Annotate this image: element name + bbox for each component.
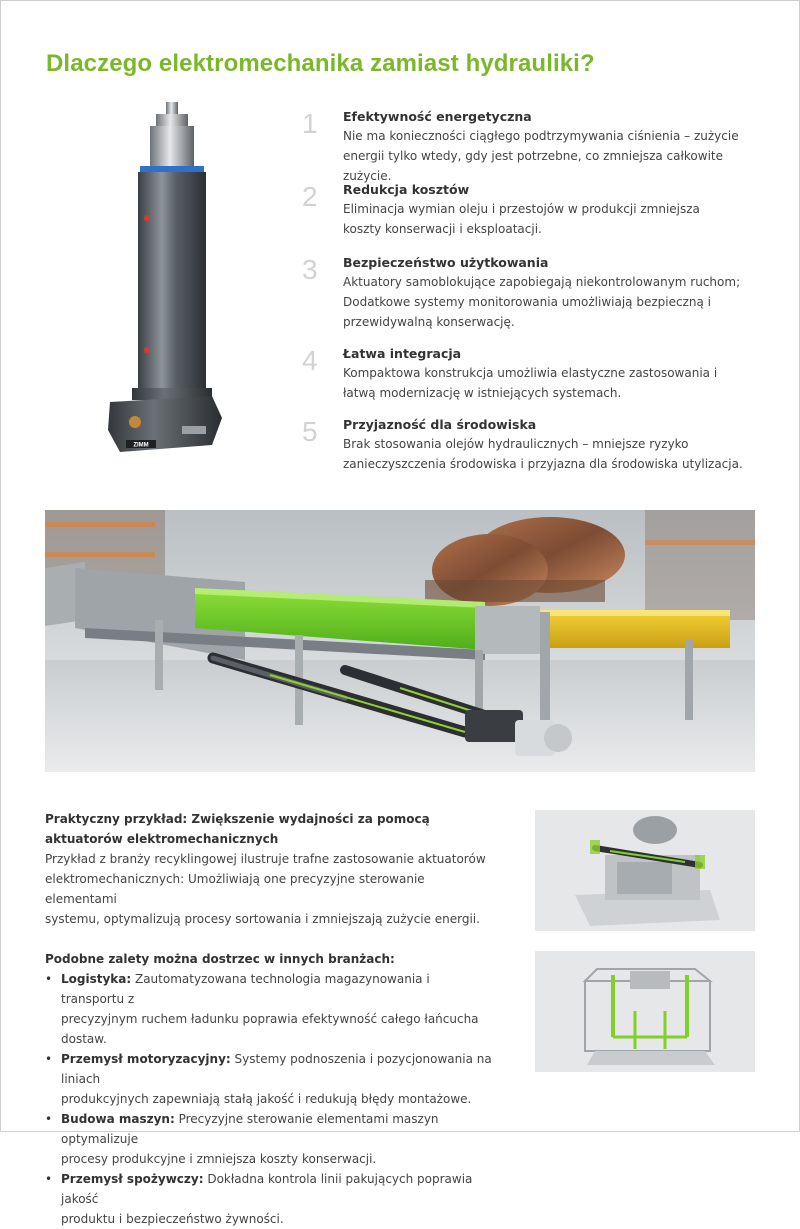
benefit-text-line: Kompaktowa konstrukcja umożliwia elastyczne zastosowania i <box>343 366 718 380</box>
example-body-line: elektromechanicznych: Umożliwiają one precyzyjne sterowanie elementami <box>45 872 425 906</box>
example-body <box>45 849 495 929</box>
industries-list <box>45 969 495 1229</box>
benefit-heading: Redukcja kosztów <box>343 182 470 197</box>
benefit-number: 1 <box>302 108 318 139</box>
industry-text: precyzyjnym ruchem ładunku poprawia efektywność całego łańcucha dostaw. <box>61 1012 479 1046</box>
industry-item <box>45 969 495 1049</box>
conveyor-scene-image <box>45 510 755 772</box>
industry-text: Precyzyjne sterowanie elementami maszyn optymalizuje <box>61 1112 439 1146</box>
benefit-text-line: łatwą modernizację w istniejących systemach. <box>343 386 622 400</box>
example-section <box>45 809 495 1229</box>
benefit-text-line: Nie ma konieczności ciągłego podtrzymywania ciśnienia – zużycie <box>343 129 739 143</box>
example-body-line: systemu, optymalizują procesy sortowania i zmniejszają zużycie energii. <box>45 912 480 926</box>
benefit-number: 2 <box>302 181 318 212</box>
industry-label: Budowa maszyn: <box>61 1112 175 1126</box>
benefit-text <box>343 363 763 403</box>
machine-thumbnail <box>535 810 755 931</box>
industry-label: Przemysł spożywczy: <box>61 1172 204 1186</box>
industry-item <box>45 1109 495 1169</box>
benefit-text <box>343 272 763 332</box>
example-heading-line: Praktyczny przykład: Zwiększenie wydajności za pomocą <box>45 812 430 826</box>
benefit-text-line: energii tylko wtedy, gdy jest potrzebne, co zmniejsza całkowite zużycie. <box>343 149 723 183</box>
benefit-heading: Łatwa integracja <box>343 346 462 361</box>
industry-text: produkcyjnych zapewniają stałą jakość i redukują błędy montażowe. <box>61 1092 472 1106</box>
benefit-number: 4 <box>302 345 318 376</box>
benefit-text-line: zanieczyszczenia środowiska i przyjazna dla środowiska utylizacja. <box>343 457 743 471</box>
benefit-heading: Przyjazność dla środowiska <box>343 417 537 432</box>
benefit-number: 3 <box>302 254 318 285</box>
page-title: Dlaczego elektromechanika zamiast hydrauliki? <box>46 50 595 77</box>
benefit-text <box>343 434 763 474</box>
industry-label: Logistyka: <box>61 972 132 986</box>
industry-label: Przemysł motoryzacyjny: <box>61 1052 231 1066</box>
example-heading <box>45 809 495 849</box>
industries-heading: Podobne zalety można dostrzec w innych branżach: <box>45 952 395 966</box>
benefit-text-line: Aktuatory samoblokujące zapobiegają niekontrolowanym ruchom; <box>343 275 741 289</box>
actuator-brand-label: ZIMM <box>133 442 149 449</box>
industry-item <box>45 1169 495 1229</box>
benefit-text <box>343 199 763 239</box>
benefit-heading: Efektywność energetyczna <box>343 109 532 124</box>
industry-text: Dokładna kontrola linii pakujących poprawia jakość <box>61 1172 473 1206</box>
benefit-heading: Bezpieczeństwo użytkowania <box>343 255 549 270</box>
industry-text: Zautomatyzowana technologia magazynowania i transportu z <box>61 972 430 1006</box>
industry-text: procesy produkcyjne i zmniejsza koszty konserwacji. <box>61 1152 377 1166</box>
benefit-number: 5 <box>302 416 318 447</box>
benefit-text-line: Dodatkowe systemy monitorowania umożliwiają bezpieczną i <box>343 295 711 309</box>
benefit-text-line: przewidywalną konserwację. <box>343 315 515 329</box>
industry-item <box>45 1049 495 1109</box>
example-body-line: Przykład z branży recyklingowej ilustruje trafne zastosowanie aktuatorów <box>45 852 486 866</box>
benefit-text-line: Brak stosowania olejów hydraulicznych – mniejsze ryzyko <box>343 437 689 451</box>
industry-text: produktu i bezpieczeństwo żywności. <box>61 1212 284 1226</box>
benefit-text <box>343 126 763 186</box>
benefit-text-line: koszty konserwacji i eksploatacji. <box>343 222 542 236</box>
benefit-text-line: Eliminacja wymian oleju i przestojów w produkcji zmniejsza <box>343 202 700 216</box>
industry-text: Systemy podnoszenia i pozycjonowania na liniach <box>61 1052 492 1086</box>
frame-thumbnail <box>535 951 755 1072</box>
example-heading-line: aktuatorów elektromechanicznych <box>45 832 279 846</box>
actuator-illustration <box>100 100 230 460</box>
